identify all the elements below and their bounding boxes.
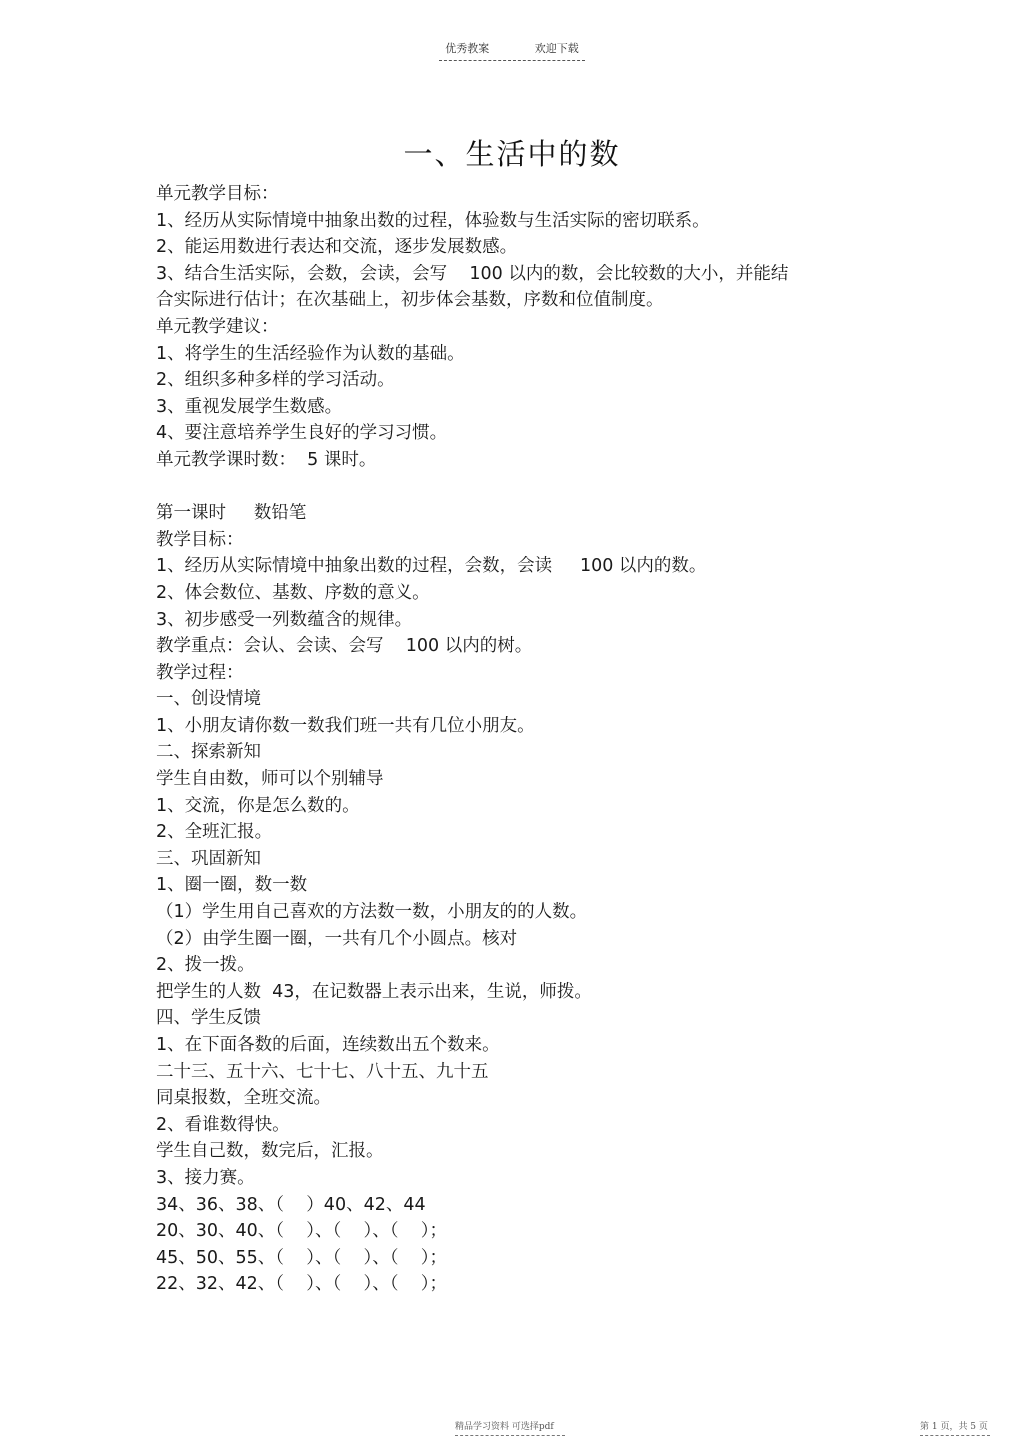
text-line: 单元教学建议： <box>156 316 279 337</box>
text-line: 二、探索新知 <box>156 742 261 763</box>
text-line: 学生自己数，数完后，汇报。 <box>156 1141 384 1162</box>
footer-center-text: 精品学习资料 可选择pdf <box>455 1422 554 1432</box>
text-line: 三、巩固新知 <box>156 848 261 869</box>
text-line: 3、接力赛。 <box>156 1167 255 1188</box>
document-title: 一、生活中的数 <box>403 137 621 171</box>
text-line: 单元教学目标： <box>156 184 279 204</box>
text-line: 2、看谁数得快。 <box>156 1114 290 1135</box>
text-line: 2、能运用数进行表达和交流，逐步发展数感。 <box>156 237 518 258</box>
text-line: 1、交流，你是怎么数的。 <box>156 795 360 816</box>
page-header <box>0 40 1024 61</box>
footer-right <box>920 1419 990 1436</box>
text-line: 3、初步感受一列数蕴含的规律。 <box>156 609 413 630</box>
text-line: 34、36、38、（ ）40、42、44 <box>156 1194 426 1215</box>
text-line: 1、经历从实际情境中抽象出数的过程，体验数与生活实际的密切联系。 <box>156 210 710 231</box>
text-line: 4、要注意培养学生良好的学习习惯。 <box>156 423 448 444</box>
text-line: 1、小朋友请你数一数我们班一共有几位小朋友。 <box>156 715 535 736</box>
header-dashed-rule <box>439 60 585 61</box>
text-line: 1、在下面各数的后面，连续数出五个数来。 <box>156 1035 500 1055</box>
header-left-text: 优秀教案 <box>445 42 490 55</box>
footer-center <box>455 1419 565 1436</box>
text-line: 1、圈一圈，数一数 <box>156 875 308 896</box>
text-line: 3、重视发展学生数感。 <box>156 396 343 417</box>
text-line: 2、组织多种多样的学习活动。 <box>156 370 395 391</box>
text-line: 教学过程： <box>156 662 244 683</box>
text-line: （1）学生用自己喜欢的方法数一数，小朋友的的人数。 <box>156 902 588 923</box>
text-line: 2、拨一拨。 <box>156 955 255 976</box>
text-line: 1、将学生的生活经验作为认数的基础。 <box>156 343 465 364</box>
text-line: 四、学生反馈 <box>156 1008 261 1029</box>
text-line: 1、经历从实际情境中抽象出数的过程，会数，会读 100 以内的数。 <box>156 556 707 577</box>
text-line: 22、32、42、（ ）、（ ）、（ ）； <box>156 1274 448 1295</box>
footer-right-dashed-rule <box>920 1435 990 1436</box>
text-line: 45、50、55、（ ）、（ ）、（ ）； <box>156 1247 448 1268</box>
text-line: 20、30、40、（ ）、（ ）、（ ）； <box>156 1221 448 1242</box>
blank-line <box>156 474 876 501</box>
text-line: 第一课时 数铅笔 <box>156 503 307 524</box>
text-line: 合实际进行估计；在次基础上，初步体会基数，序数和位值制度。 <box>156 290 664 311</box>
footer-center-dashed-rule <box>455 1435 565 1436</box>
text-line: （2）由学生圈一圈，一共有几个小圆点。核对 <box>156 928 518 949</box>
text-line: 2、体会数位、基数、序数的意义。 <box>156 582 430 603</box>
text-line: 二十三、五十六、七十七、八十五、九十五 <box>156 1061 489 1082</box>
text-line: 把学生的人数 43，在记数器上表示出来，生说，师拨。 <box>156 981 592 1002</box>
text-line: 教学重点：会认、会读、会写 100 以内的树。 <box>156 636 533 657</box>
text-line: 单元教学课时数： 5 课时。 <box>156 449 377 470</box>
text-line: 2、全班汇报。 <box>156 822 273 843</box>
document-body <box>156 181 876 1298</box>
text-line: 学生自由数，师可以个别辅导 <box>156 769 384 790</box>
text-line: 一、创设情境 <box>156 689 261 710</box>
text-line: 同桌报数，全班交流。 <box>156 1088 331 1109</box>
page-number-text: 第 1 页，共 5 页 <box>920 1422 988 1432</box>
text-line: 教学目标： <box>156 529 244 550</box>
text-line: 3、结合生活实际，会数，会读，会写 100 以内的数，会比较数的大小，并能结 <box>156 263 789 284</box>
header-right-text: 欢迎下载 <box>534 42 579 55</box>
